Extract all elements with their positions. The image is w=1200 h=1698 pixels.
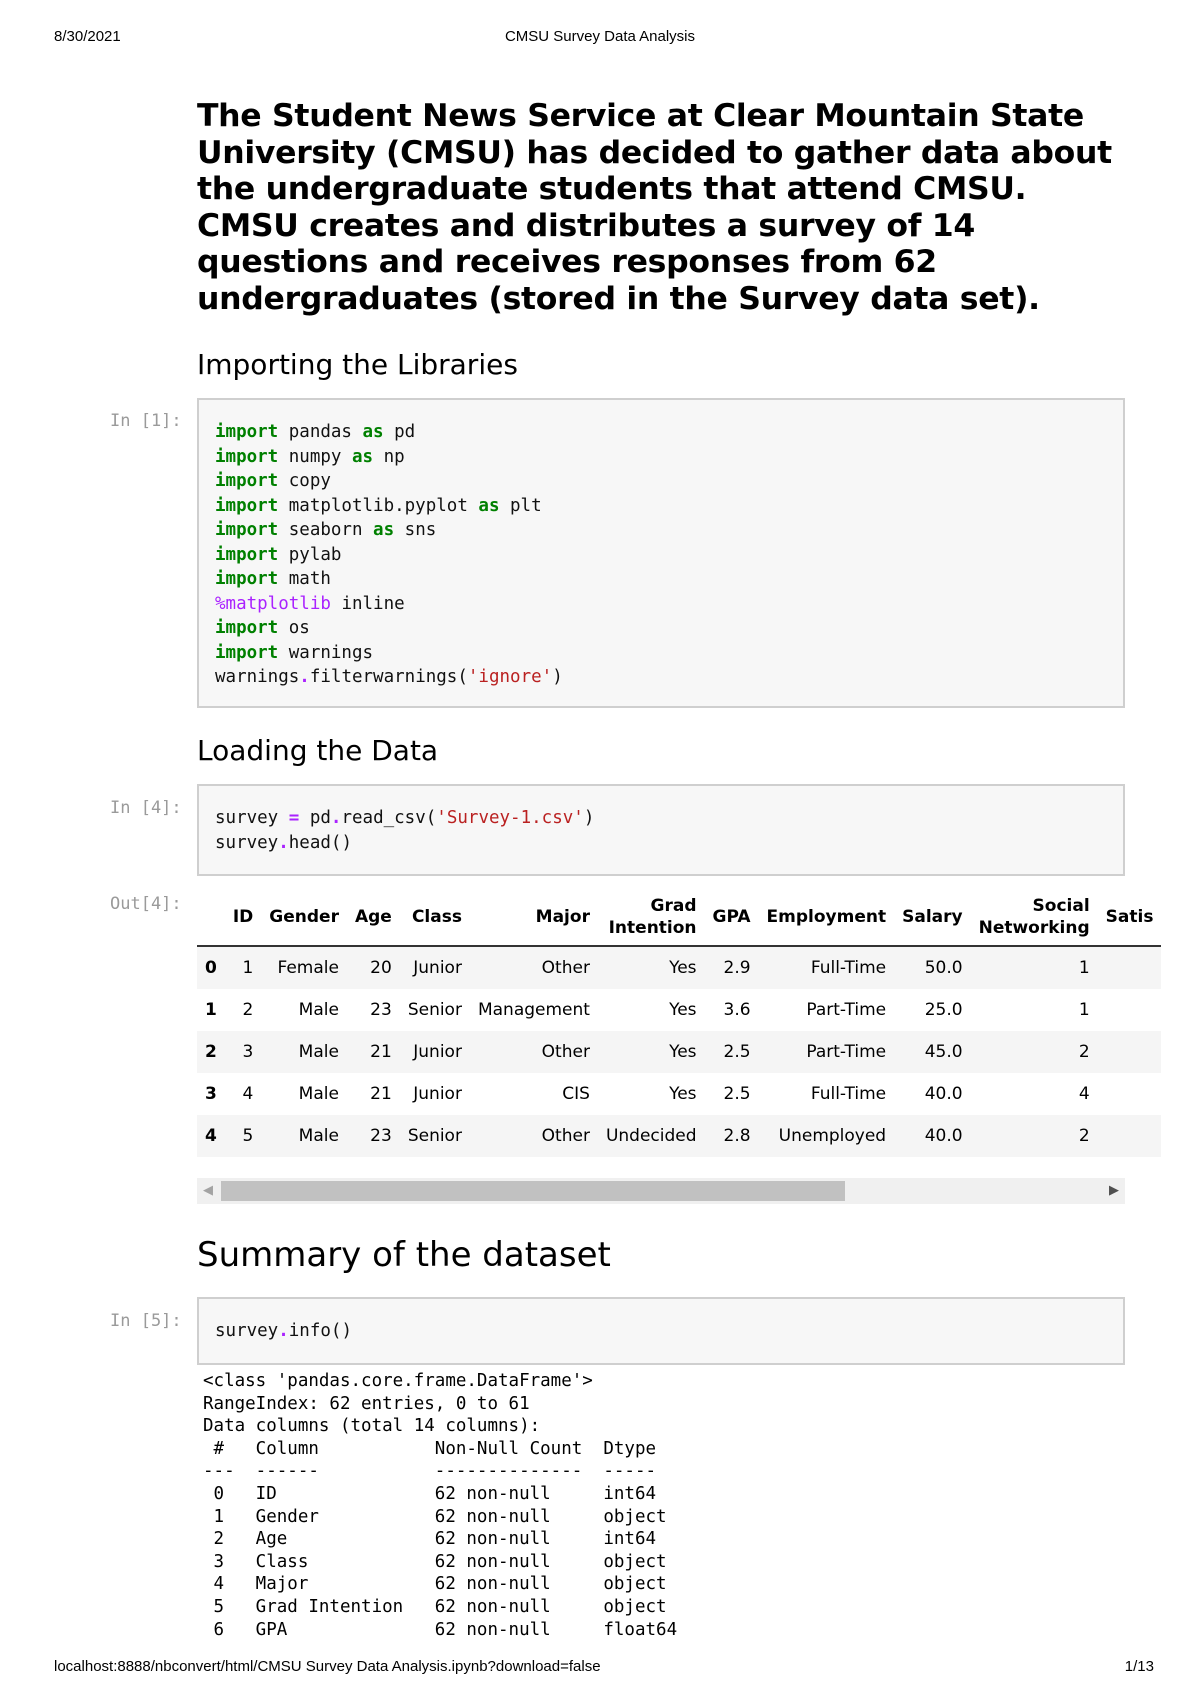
table-cell: 1 bbox=[1078, 958, 1090, 978]
column-header: Age bbox=[347, 889, 400, 946]
code-token: math bbox=[278, 569, 331, 589]
table-cell: Junior bbox=[413, 958, 462, 978]
table-cell: Yes bbox=[669, 1042, 697, 1062]
code-token: plt bbox=[499, 495, 542, 516]
code-token: survey bbox=[215, 808, 289, 828]
table-cell: Yes bbox=[669, 1000, 697, 1020]
table-cell: Full-Time bbox=[810, 958, 887, 978]
code-cell-5[interactable] bbox=[197, 1297, 1125, 1365]
code-token: pd bbox=[299, 808, 331, 828]
code-token: inline bbox=[330, 593, 405, 614]
output-line: 0 ID 62 non-null int64 bbox=[203, 1483, 678, 1504]
code-cell-5-source bbox=[215, 1319, 352, 1344]
table-cell: Male bbox=[298, 1042, 339, 1062]
column-header: GPA bbox=[705, 889, 759, 946]
table-cell: 4 bbox=[1078, 1084, 1090, 1104]
table-cell: 2.5 bbox=[723, 1084, 751, 1104]
column-header: ID bbox=[225, 889, 261, 946]
table-cell: 3.6 bbox=[723, 1000, 751, 1020]
column-header: Social Networking bbox=[971, 889, 1098, 946]
table-cell bbox=[1098, 946, 1162, 989]
column-header: Grad Intention bbox=[598, 889, 705, 946]
table-cell: Undecided bbox=[605, 1126, 697, 1146]
row-index: 0 bbox=[205, 958, 217, 978]
table-cell: 21 bbox=[370, 1042, 392, 1062]
table-cell bbox=[1098, 1073, 1162, 1115]
dataframe-header-row bbox=[197, 889, 1161, 946]
row-index: 4 bbox=[205, 1126, 217, 1146]
table-cell: Part-Time bbox=[806, 1042, 887, 1062]
table-cell bbox=[1098, 1115, 1162, 1157]
code-token: as bbox=[373, 520, 395, 540]
scrollbar-thumb[interactable] bbox=[221, 1181, 845, 1201]
code-token: . bbox=[278, 1321, 289, 1341]
table-row bbox=[197, 946, 1161, 989]
table-row bbox=[197, 1115, 1161, 1157]
code-token: pd bbox=[383, 422, 416, 442]
table-cell: Full-Time bbox=[810, 1084, 887, 1104]
table-cell: Yes bbox=[669, 958, 697, 978]
table-cell: Male bbox=[298, 1000, 339, 1020]
dataframe-body bbox=[197, 946, 1161, 1157]
code-token: copy bbox=[278, 471, 331, 491]
print-date: 8/30/2021 bbox=[54, 28, 121, 45]
code-token: import bbox=[215, 520, 279, 540]
table-cell: 5 bbox=[242, 1126, 254, 1146]
table-cell: 1 bbox=[1078, 1000, 1090, 1020]
code-cell-1[interactable] bbox=[197, 398, 1125, 708]
intro-heading: The Student News Service at Clear Mountain State University (CMSU) has decided to gather data about the undergraduate students that attend CMSU. CMSU creates and distributes a survey of 14 questions and receives responses from 62 undergraduates (stored in the Survey data set). bbox=[197, 98, 1112, 317]
table-cell: 2 bbox=[1078, 1126, 1090, 1146]
table-cell: Other bbox=[541, 1042, 590, 1062]
table-cell: 40.0 bbox=[924, 1126, 963, 1146]
table-cell: Management bbox=[477, 1000, 590, 1020]
code-token: . bbox=[330, 808, 342, 828]
output-line: # Column Non-Null Count Dtype bbox=[203, 1438, 678, 1459]
code-token: ) bbox=[552, 667, 563, 687]
table-cell: 45.0 bbox=[924, 1042, 963, 1062]
scroll-right-arrow-icon[interactable]: ▶ bbox=[1109, 1183, 1119, 1198]
dataframe-table bbox=[197, 889, 1161, 1157]
column-header: Satis bbox=[1098, 889, 1162, 946]
heading-loading: Loading the Data bbox=[197, 734, 439, 767]
code-token: = bbox=[288, 808, 300, 828]
code-token: import bbox=[215, 495, 279, 516]
table-row bbox=[197, 1031, 1161, 1073]
code-token: read_csv( bbox=[341, 808, 437, 828]
table-cell: 23 bbox=[370, 1000, 392, 1020]
output-line: 6 GPA 62 non-null float64 bbox=[203, 1619, 678, 1640]
output-line: 4 Major 62 non-null object bbox=[203, 1574, 678, 1595]
scroll-left-arrow-icon[interactable]: ◀ bbox=[203, 1183, 213, 1198]
table-cell: 40.0 bbox=[924, 1084, 963, 1104]
column-header: Gender bbox=[261, 889, 347, 946]
table-cell: 4 bbox=[242, 1084, 254, 1104]
code-token: numpy bbox=[278, 446, 352, 467]
code-token: survey bbox=[215, 1321, 279, 1341]
table-cell: 25.0 bbox=[924, 1000, 963, 1020]
table-cell bbox=[1098, 989, 1162, 1031]
table-cell: Senior bbox=[407, 1126, 462, 1146]
out-4-prompt: Out[4]: bbox=[110, 894, 182, 914]
code-token: sns bbox=[394, 520, 437, 540]
table-cell: 3 bbox=[242, 1042, 254, 1062]
table-cell: 50.0 bbox=[924, 958, 963, 978]
code-cell-4[interactable] bbox=[197, 784, 1125, 876]
code-token: as bbox=[351, 446, 374, 467]
code-token: os bbox=[278, 618, 310, 638]
table-row bbox=[197, 1073, 1161, 1115]
table-cell: Yes bbox=[669, 1084, 697, 1104]
code-token: pandas bbox=[278, 422, 363, 442]
code-cell-1-source bbox=[215, 420, 563, 690]
code-token: import bbox=[215, 446, 279, 467]
cell-4-prompt: In [4]: bbox=[110, 798, 182, 818]
info-output bbox=[203, 1370, 677, 1641]
table-cell: Senior bbox=[407, 1000, 462, 1020]
code-token: warnings bbox=[215, 667, 300, 687]
code-token: ) bbox=[583, 808, 595, 828]
column-header: Salary bbox=[894, 889, 970, 946]
print-page-number: 1/13 bbox=[1124, 1658, 1154, 1675]
table-cell: 2.9 bbox=[723, 958, 751, 978]
output-line: --- ------ -------------- ----- bbox=[203, 1461, 678, 1482]
output-line: 5 Grad Intention 62 non-null object bbox=[203, 1596, 678, 1617]
code-token: 'ignore' bbox=[467, 667, 553, 687]
output-line: <class 'pandas.core.frame.DataFrame'> bbox=[203, 1371, 593, 1391]
column-header: Major bbox=[470, 889, 598, 946]
code-token: import bbox=[215, 642, 279, 663]
code-token: import bbox=[215, 569, 279, 589]
code-token: . bbox=[278, 832, 289, 853]
code-token: seaborn bbox=[278, 520, 374, 540]
heading-importing: Importing the Libraries bbox=[197, 348, 518, 381]
table-cell: Part-Time bbox=[806, 1000, 887, 1020]
code-token: import bbox=[215, 422, 279, 442]
code-token: 'Survey-1.csv' bbox=[436, 808, 584, 828]
table-cell: 2.5 bbox=[723, 1042, 751, 1062]
row-index: 2 bbox=[205, 1042, 217, 1062]
output-line: Data columns (total 14 columns): bbox=[203, 1416, 541, 1437]
code-token: info() bbox=[288, 1321, 352, 1341]
table-cell: Female bbox=[277, 958, 339, 978]
table-cell: Junior bbox=[413, 1084, 462, 1104]
code-token: filterwarnings( bbox=[309, 667, 468, 687]
output-line: 3 Class 62 non-null object bbox=[203, 1551, 678, 1572]
table-cell: 1 bbox=[242, 958, 254, 978]
code-token: warnings bbox=[278, 642, 374, 663]
table-cell: 2 bbox=[1078, 1042, 1090, 1062]
cell-1-prompt: In [1]: bbox=[110, 411, 182, 431]
table-cell: 23 bbox=[370, 1126, 392, 1146]
code-token: import bbox=[215, 471, 279, 491]
row-index: 3 bbox=[205, 1084, 217, 1104]
table-cell: Other bbox=[541, 1126, 590, 1146]
code-token: as bbox=[362, 422, 384, 442]
table-cell: 2.8 bbox=[723, 1126, 751, 1146]
code-token: . bbox=[299, 667, 310, 687]
output-line: 1 Gender 62 non-null object bbox=[203, 1506, 678, 1527]
table-cell: CIS bbox=[562, 1084, 590, 1104]
table-cell: 2 bbox=[242, 1000, 254, 1020]
row-index: 1 bbox=[205, 1000, 217, 1020]
column-header: Class bbox=[400, 889, 470, 946]
table-cell: 21 bbox=[370, 1084, 392, 1104]
code-token: matplotlib.pyplot bbox=[278, 495, 479, 516]
code-token: as bbox=[478, 495, 500, 516]
code-token: %matplotlib bbox=[215, 593, 331, 614]
code-cell-4-source bbox=[215, 806, 594, 855]
print-url: localhost:8888/nbconvert/html/CMSU Survey Data Analysis.ipynb?download=false bbox=[54, 1658, 601, 1675]
column-header: Employment bbox=[759, 889, 895, 946]
table-cell: 20 bbox=[370, 958, 392, 978]
table-cell: Junior bbox=[413, 1042, 462, 1062]
column-header bbox=[197, 889, 225, 946]
table-cell: Other bbox=[541, 958, 590, 978]
table-row bbox=[197, 989, 1161, 1031]
table-cell: Unemployed bbox=[778, 1126, 887, 1146]
code-token: np bbox=[373, 446, 405, 467]
code-token: survey bbox=[215, 832, 279, 853]
cell-5-prompt: In [5]: bbox=[110, 1311, 182, 1331]
code-token: pylab bbox=[278, 544, 342, 565]
heading-summary: Summary of the dataset bbox=[197, 1235, 611, 1275]
code-token: import bbox=[215, 544, 279, 565]
code-token: head() bbox=[288, 832, 352, 853]
table-cell bbox=[1098, 1031, 1162, 1073]
horizontal-scrollbar[interactable] bbox=[197, 1178, 1125, 1204]
output-line: 2 Age 62 non-null int64 bbox=[203, 1529, 678, 1550]
table-cell: Male bbox=[298, 1126, 339, 1146]
table-cell: Male bbox=[298, 1084, 339, 1104]
code-token: import bbox=[215, 618, 279, 638]
print-title: CMSU Survey Data Analysis bbox=[504, 28, 696, 45]
output-line: RangeIndex: 62 entries, 0 to 61 bbox=[203, 1393, 530, 1414]
